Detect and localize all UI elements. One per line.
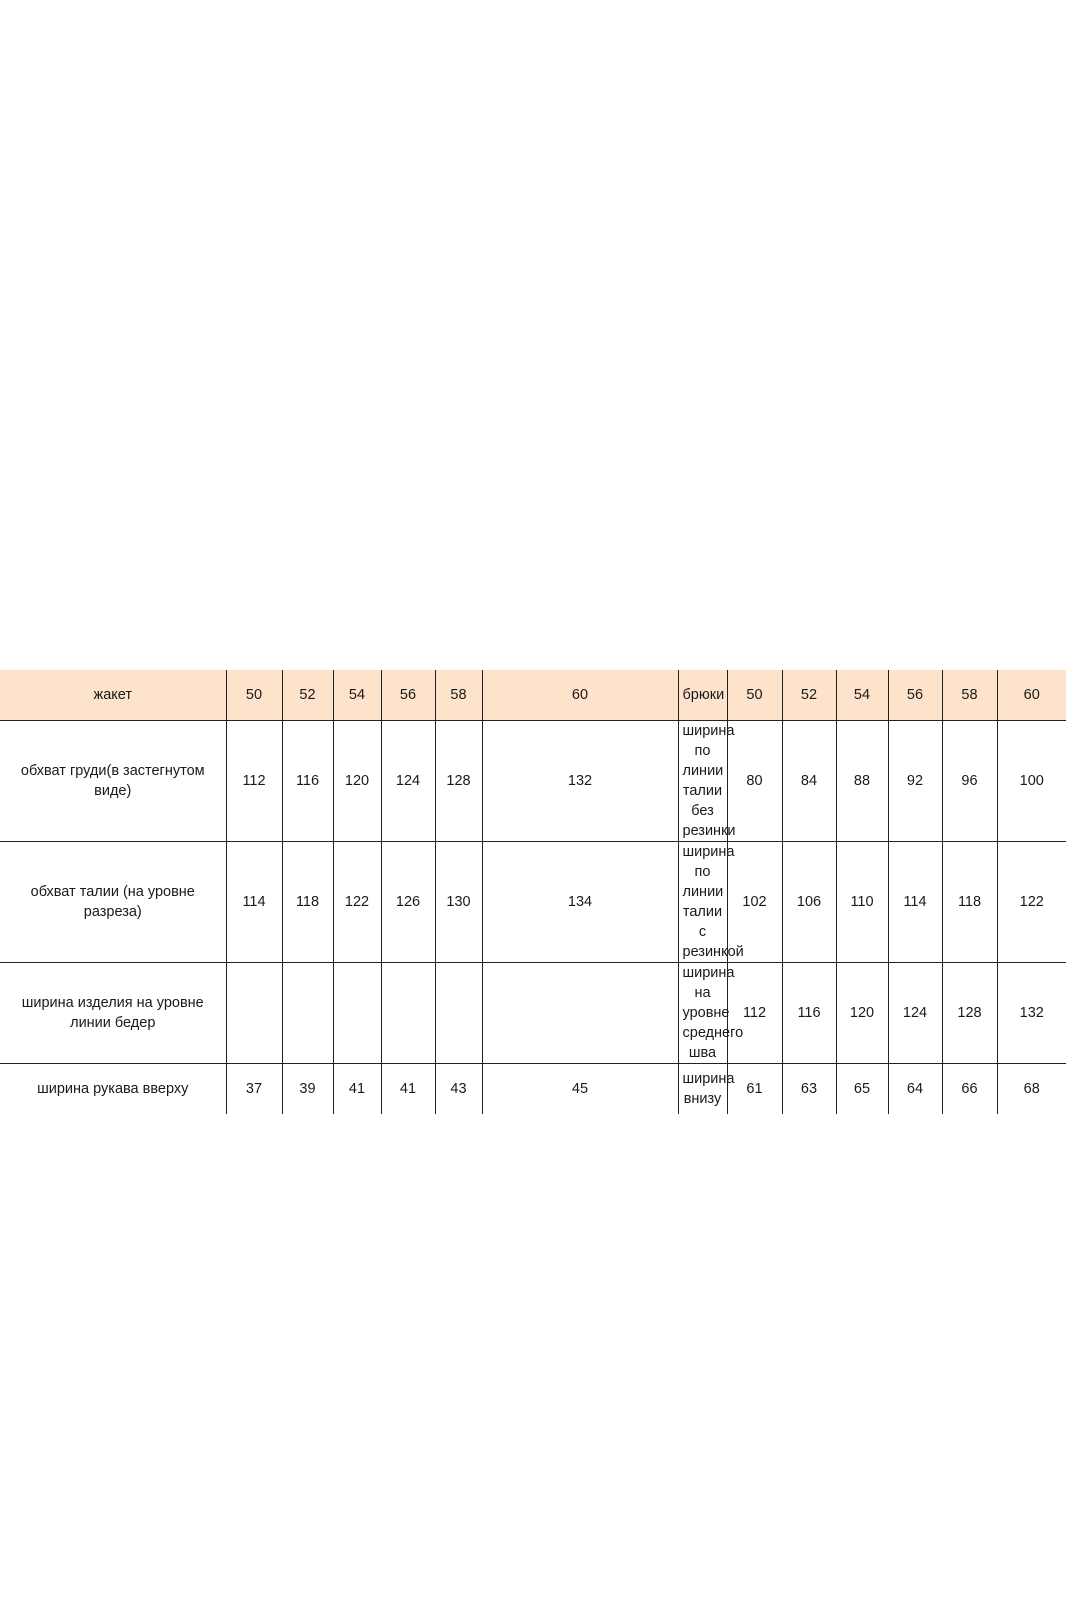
jacket-size-header: 52 [282,670,333,721]
jacket-value-cell: 112 [226,721,282,842]
size-chart [0,670,1066,1114]
trousers-value-cell: 124 [888,963,942,1064]
trousers-size-header: 50 [727,670,782,721]
trousers-measurement-label: ширина по линии талии без резинки [678,721,727,842]
trousers-value-cell: 116 [782,963,836,1064]
size-table [0,670,1066,1114]
jacket-value-cell [333,963,381,1064]
trousers-value-cell: 118 [942,842,997,963]
table-row [0,721,1066,842]
trousers-measurement-label: ширина внизу [678,1064,727,1115]
trousers-size-header: 54 [836,670,888,721]
jacket-size-header: 58 [435,670,482,721]
jacket-value-cell: 124 [381,721,435,842]
trousers-size-header: 52 [782,670,836,721]
trousers-title: брюки [678,670,727,721]
header-row [0,670,1066,721]
trousers-value-cell: 112 [727,963,782,1064]
trousers-value-cell: 120 [836,963,888,1064]
trousers-value-cell: 61 [727,1064,782,1115]
trousers-measurement-label: ширина на уровне среднего шва [678,963,727,1064]
jacket-value-cell [282,963,333,1064]
jacket-title: жакет [0,670,226,721]
jacket-value-cell [381,963,435,1064]
jacket-value-cell: 114 [226,842,282,963]
trousers-size-header: 56 [888,670,942,721]
jacket-value-cell: 45 [482,1064,678,1115]
trousers-value-cell: 65 [836,1064,888,1115]
trousers-value-cell: 84 [782,721,836,842]
jacket-value-cell: 134 [482,842,678,963]
trousers-value-cell: 102 [727,842,782,963]
jacket-size-header: 50 [226,670,282,721]
jacket-value-cell [435,963,482,1064]
jacket-size-header: 54 [333,670,381,721]
jacket-value-cell: 126 [381,842,435,963]
trousers-value-cell: 66 [942,1064,997,1115]
trousers-value-cell: 80 [727,721,782,842]
jacket-value-cell: 120 [333,721,381,842]
jacket-value-cell: 128 [435,721,482,842]
jacket-value-cell: 39 [282,1064,333,1115]
trousers-value-cell: 122 [997,842,1066,963]
jacket-value-cell: 116 [282,721,333,842]
jacket-value-cell: 118 [282,842,333,963]
trousers-value-cell: 68 [997,1064,1066,1115]
trousers-value-cell: 96 [942,721,997,842]
trousers-value-cell: 63 [782,1064,836,1115]
trousers-value-cell: 92 [888,721,942,842]
jacket-measurement-label: обхват талии (на уровне разреза) [0,842,226,963]
trousers-value-cell: 128 [942,963,997,1064]
jacket-value-cell: 122 [333,842,381,963]
trousers-size-header: 58 [942,670,997,721]
jacket-measurement-label: ширина рукава вверху [0,1064,226,1115]
trousers-value-cell: 132 [997,963,1066,1064]
trousers-value-cell: 64 [888,1064,942,1115]
jacket-size-header: 60 [482,670,678,721]
trousers-measurement-label: ширина по линии талии с резинкой [678,842,727,963]
trousers-value-cell: 106 [782,842,836,963]
jacket-value-cell: 41 [333,1064,381,1115]
table-row [0,963,1066,1064]
trousers-size-header: 60 [997,670,1066,721]
jacket-size-header: 56 [381,670,435,721]
trousers-value-cell: 110 [836,842,888,963]
jacket-measurement-label: ширина изделия на уровне линии бедер [0,963,226,1064]
table-row [0,1064,1066,1115]
jacket-value-cell: 37 [226,1064,282,1115]
jacket-value-cell: 41 [381,1064,435,1115]
jacket-value-cell: 132 [482,721,678,842]
jacket-value-cell [482,963,678,1064]
jacket-value-cell: 43 [435,1064,482,1115]
table-row [0,842,1066,963]
jacket-value-cell [226,963,282,1064]
trousers-value-cell: 88 [836,721,888,842]
trousers-value-cell: 114 [888,842,942,963]
jacket-measurement-label: обхват груди(в застегнутом виде) [0,721,226,842]
trousers-value-cell: 100 [997,721,1066,842]
jacket-value-cell: 130 [435,842,482,963]
